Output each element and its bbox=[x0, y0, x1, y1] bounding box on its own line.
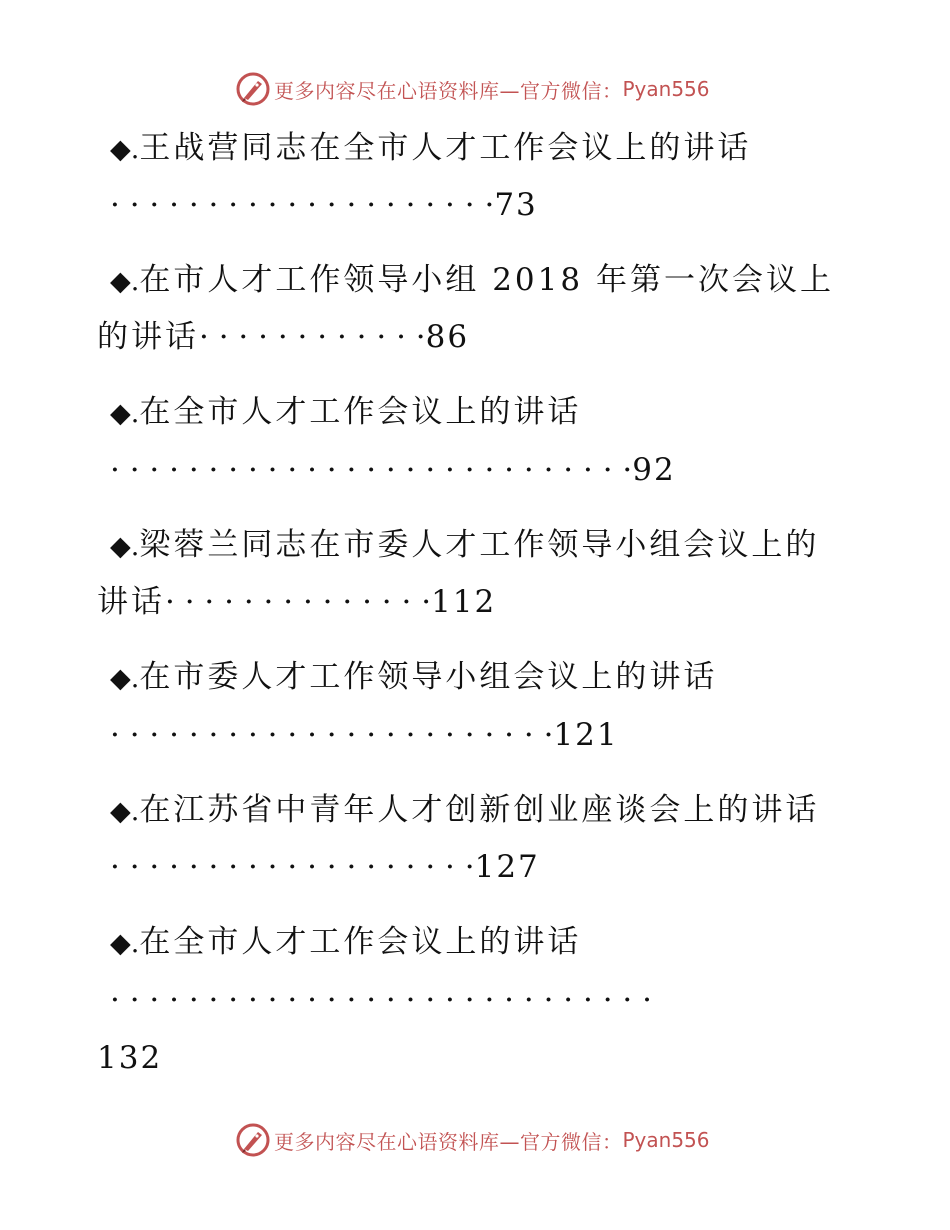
page-number: 127 bbox=[474, 849, 540, 885]
dot-leader: · · · · · · · · · · · · · · · · · · · bbox=[110, 849, 475, 885]
page-number: 112 bbox=[431, 584, 497, 620]
bullet-diamond-icon: ◆. bbox=[110, 796, 140, 827]
bullet-diamond-icon: ◆. bbox=[110, 134, 140, 165]
bullet-diamond-icon: ◆. bbox=[110, 663, 140, 694]
toc-entry-leader bbox=[110, 847, 540, 887]
toc-entry-leader bbox=[110, 185, 538, 225]
page-number: 132 bbox=[97, 1040, 163, 1076]
toc-entry-page bbox=[97, 1038, 162, 1078]
toc-entry-leader bbox=[110, 980, 652, 1020]
bullet-diamond-icon: ◆. bbox=[110, 928, 140, 959]
toc-entry-title: ◆.王战营同志在全市人才工作会议上的讲话 bbox=[110, 130, 752, 166]
toc-entry-title: ◆.在全市人才工作会议上的讲话 bbox=[110, 394, 582, 430]
dot-leader: · · · · · · · · · · · · · · · · · · · · · · · · · · · · bbox=[110, 982, 652, 1018]
toc-entry-title: ◆.在江苏省中青年人才创新创业座谈会上的讲话 bbox=[110, 792, 820, 828]
toc-entry-leader: 讲话· · · · · · · · · · · · · ·112 bbox=[97, 584, 497, 620]
page-number: 121 bbox=[553, 717, 619, 753]
toc-entry-leader: 的讲话· · · · · · · · · · · ·86 bbox=[97, 319, 470, 355]
toc-entry-title: ◆.梁蓉兰同志在市委人才工作领导小组会议上的 bbox=[110, 527, 820, 563]
header-banner bbox=[236, 72, 710, 106]
bullet-diamond-icon: ◆. bbox=[110, 266, 140, 297]
dot-leader: · · · · · · · · · · · · · · · · · · · · · · · bbox=[110, 717, 554, 753]
dot-leader: · · · · · · · · · · · · bbox=[199, 319, 426, 355]
bullet-diamond-icon: ◆. bbox=[110, 398, 140, 429]
banner-text: 更多内容尽在心语资料库—官方微信： bbox=[274, 78, 623, 103]
page-number: 92 bbox=[632, 452, 676, 488]
pen-logo-icon bbox=[236, 72, 270, 106]
banner-wechat-id: Pyan556 bbox=[622, 1128, 710, 1152]
dot-leader: · · · · · · · · · · · · · · · · · · · · · · · · · · · bbox=[110, 452, 633, 488]
bullet-diamond-icon: ◆. bbox=[110, 531, 140, 562]
pen-logo-icon bbox=[236, 1123, 270, 1157]
toc-entry-leader bbox=[110, 715, 619, 755]
footer-banner bbox=[236, 1123, 710, 1157]
dot-leader: · · · · · · · · · · · · · · · · · · · · bbox=[110, 187, 495, 223]
banner-wechat-id: Pyan556 bbox=[622, 77, 710, 101]
toc-entry-title: ◆.在市委人才工作领导小组会议上的讲话 bbox=[110, 659, 718, 695]
toc-entry-title: ◆.在市人才工作领导小组 2018 年第一次会议上 bbox=[110, 262, 834, 298]
toc-entry-leader bbox=[110, 450, 676, 490]
page-number: 86 bbox=[425, 319, 470, 355]
dot-leader: · · · · · · · · · · · · · · bbox=[165, 584, 432, 620]
toc-entry-title: ◆.在全市人才工作会议上的讲话 bbox=[110, 924, 582, 960]
page-number: 73 bbox=[494, 187, 538, 223]
banner-text: 更多内容尽在心语资料库—官方微信： bbox=[274, 1129, 623, 1154]
